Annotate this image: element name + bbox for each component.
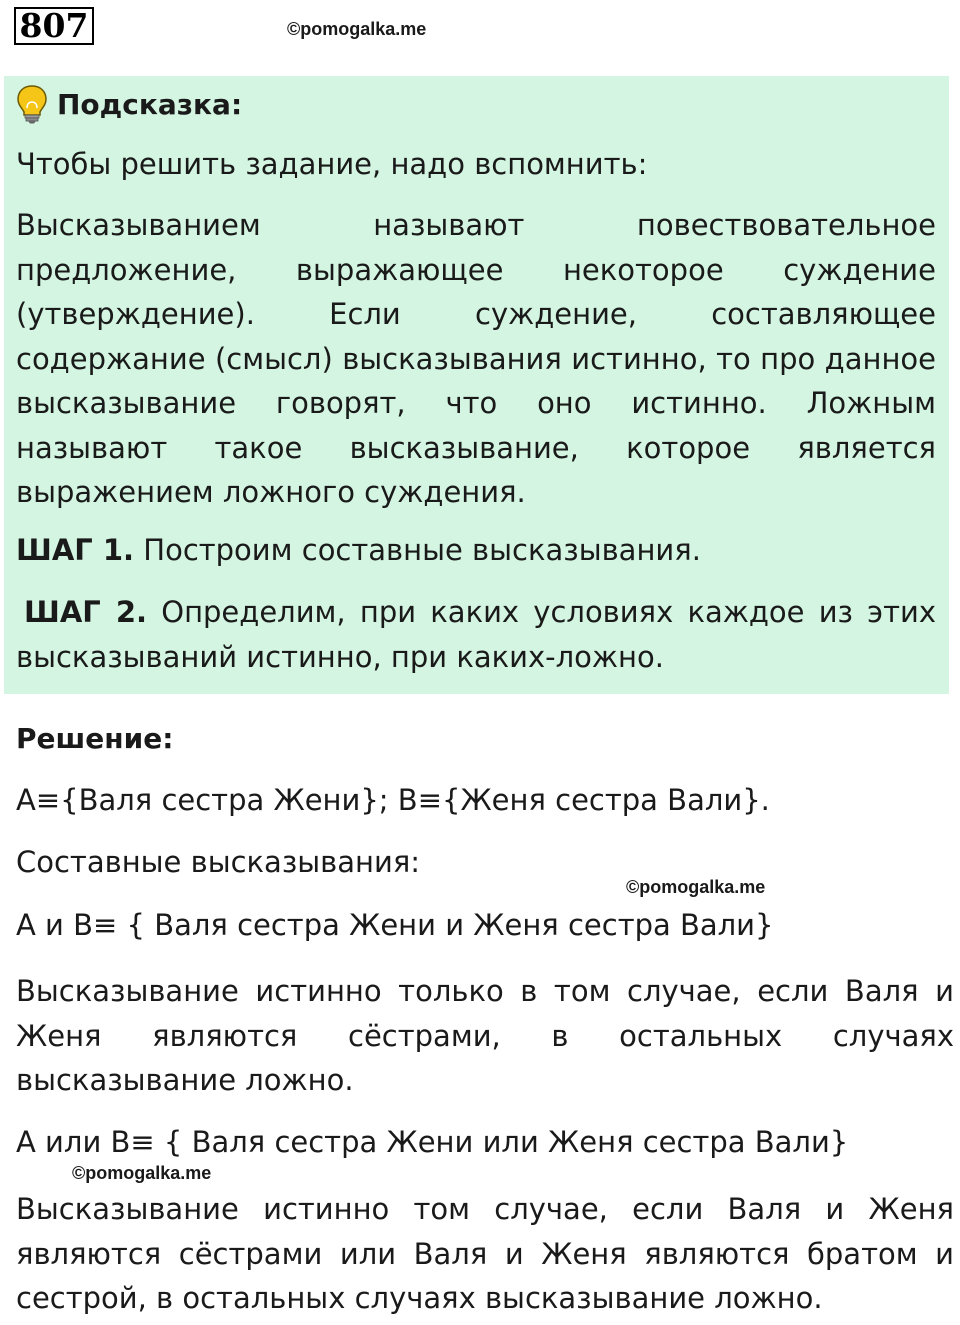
- and-explanation: Высказывание истинно только в том случае, если Валя и Женя являются сёстрами, в остальных случаях высказывание ложно.: [16, 974, 954, 1097]
- task-number: 807: [14, 7, 94, 45]
- or-statement: А или B≡ { Валя сестра Жени или Женя сестра Вали}: [16, 1125, 849, 1159]
- lightbulb-icon: [15, 84, 49, 124]
- step-1-label: ШАГ 1.: [16, 533, 135, 567]
- hint-definition: Высказыванием называют повествовательное предложение, выражающее некоторое суждение (утверждение). Если суждение, составляющее содержание (смысл) высказывания истинно, то про данное высказывание говорят, что оно истинно. Ложным называют такое высказывание, которое является выражением ложного суждения.: [16, 208, 936, 509]
- watermark-bottom: ©pomogalka.me: [72, 1163, 212, 1183]
- hint-step-2: [16, 590, 936, 679]
- watermark-top: ©pomogalka.me: [287, 19, 427, 39]
- or-explanation: Высказывание истинно том случае, если Валя и Женя являются сёстрами или Валя и Женя являются братом и сестрой, в остальных случаях высказывание ложно.: [16, 1192, 954, 1315]
- solution-definitions: A≡{Валя сестра Жени}; B≡{Женя сестра Вали}.: [16, 783, 770, 817]
- solution-title: Решение:: [16, 722, 174, 755]
- hint-intro: Чтобы решить задание, надо вспомнить:: [16, 147, 648, 181]
- hint-step-1: [16, 528, 936, 573]
- step-1-text: Построим составные высказывания.: [134, 533, 701, 567]
- step-2-label: ШАГ 2.: [24, 595, 148, 629]
- and-statement: А и B≡ { Валя сестра Жени и Женя сестра Вали}: [16, 908, 774, 942]
- hint-title-text: Подсказка:: [57, 87, 243, 121]
- watermark-middle: ©pomogalka.me: [626, 877, 766, 897]
- compound-intro: Составные высказывания:: [16, 845, 421, 879]
- hint-title: [15, 84, 242, 124]
- step-2-text: Определим, при каких условиях каждое из этих высказываний истинно, при каких-ложно.: [16, 595, 936, 674]
